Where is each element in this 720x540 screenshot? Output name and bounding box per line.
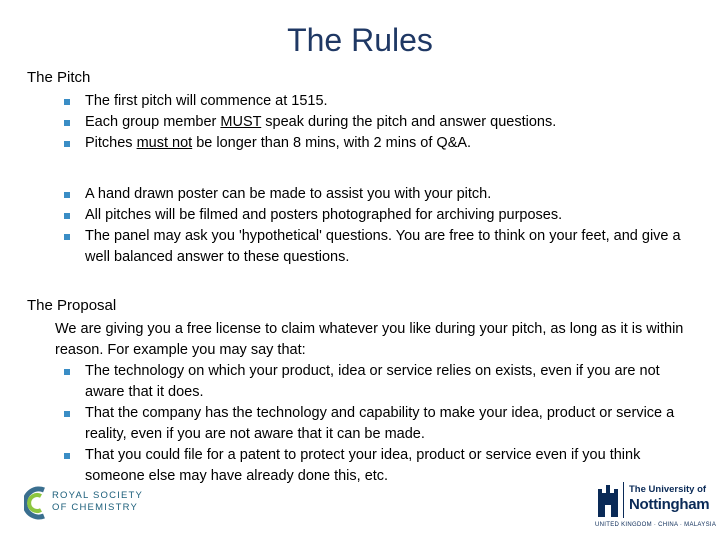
university-name: Nottingham <box>629 496 710 513</box>
castle-crest-icon <box>596 481 620 519</box>
pitch-heading: The Pitch <box>27 69 91 86</box>
square-bullet-icon <box>64 213 70 219</box>
list-item: That you could file for a patent to protect your idea, product or service even if you think someone else may have already done this, etc. <box>62 445 702 487</box>
slide-title: The Rules <box>287 22 433 58</box>
square-bullet-icon <box>64 453 70 459</box>
square-bullet-icon <box>64 192 70 198</box>
university-label: The University of <box>629 484 707 495</box>
rsc-emblem-icon <box>24 486 50 520</box>
list-item: The technology on which your product, idea or service relies on exists, even if you are not aware that it does. <box>62 361 702 403</box>
nottingham-logo <box>593 478 718 534</box>
pitch-bullets-group2 <box>62 184 687 268</box>
list-item: That the company has the technology and capability to make your idea, product or service a reality, even if you are not aware that it can be made. <box>62 403 702 445</box>
university-campuses: UNITED KINGDOM · CHINA · MALAYSIA <box>595 522 717 528</box>
list-item: All pitches will be filmed and posters photographed for archiving purposes. <box>62 205 687 226</box>
proposal-intro: We are giving you a free license to claim whatever you like during your pitch, as long as it is within reason. For example you may say that: <box>55 321 684 358</box>
list-item: Each group member MUST speak during the pitch and answer questions. <box>62 112 702 133</box>
proposal-heading: The Proposal <box>27 297 117 314</box>
square-bullet-icon <box>64 120 70 126</box>
square-bullet-icon <box>64 234 70 240</box>
list-item: The panel may ask you 'hypothetical' questions. You are free to think on your feet, and give a well balanced answer to these questions. <box>62 226 687 268</box>
square-bullet-icon <box>64 141 70 147</box>
pitch-bullets-group1 <box>62 91 702 154</box>
list-item: Pitches must not be longer than 8 mins, with 2 mins of Q&A. <box>62 133 702 154</box>
square-bullet-icon <box>64 99 70 105</box>
list-item: A hand drawn poster can be made to assist you with your pitch. <box>62 184 687 205</box>
proposal-bullets <box>62 361 702 487</box>
rsc-name-line2: OF CHEMISTRY <box>52 502 139 513</box>
square-bullet-icon <box>64 411 70 417</box>
list-item: The first pitch will commence at 1515. <box>62 91 702 112</box>
square-bullet-icon <box>64 369 70 375</box>
rsc-name-line1: ROYAL SOCIETY <box>52 490 144 501</box>
logo-divider <box>623 482 624 518</box>
rsc-logo <box>24 486 174 526</box>
